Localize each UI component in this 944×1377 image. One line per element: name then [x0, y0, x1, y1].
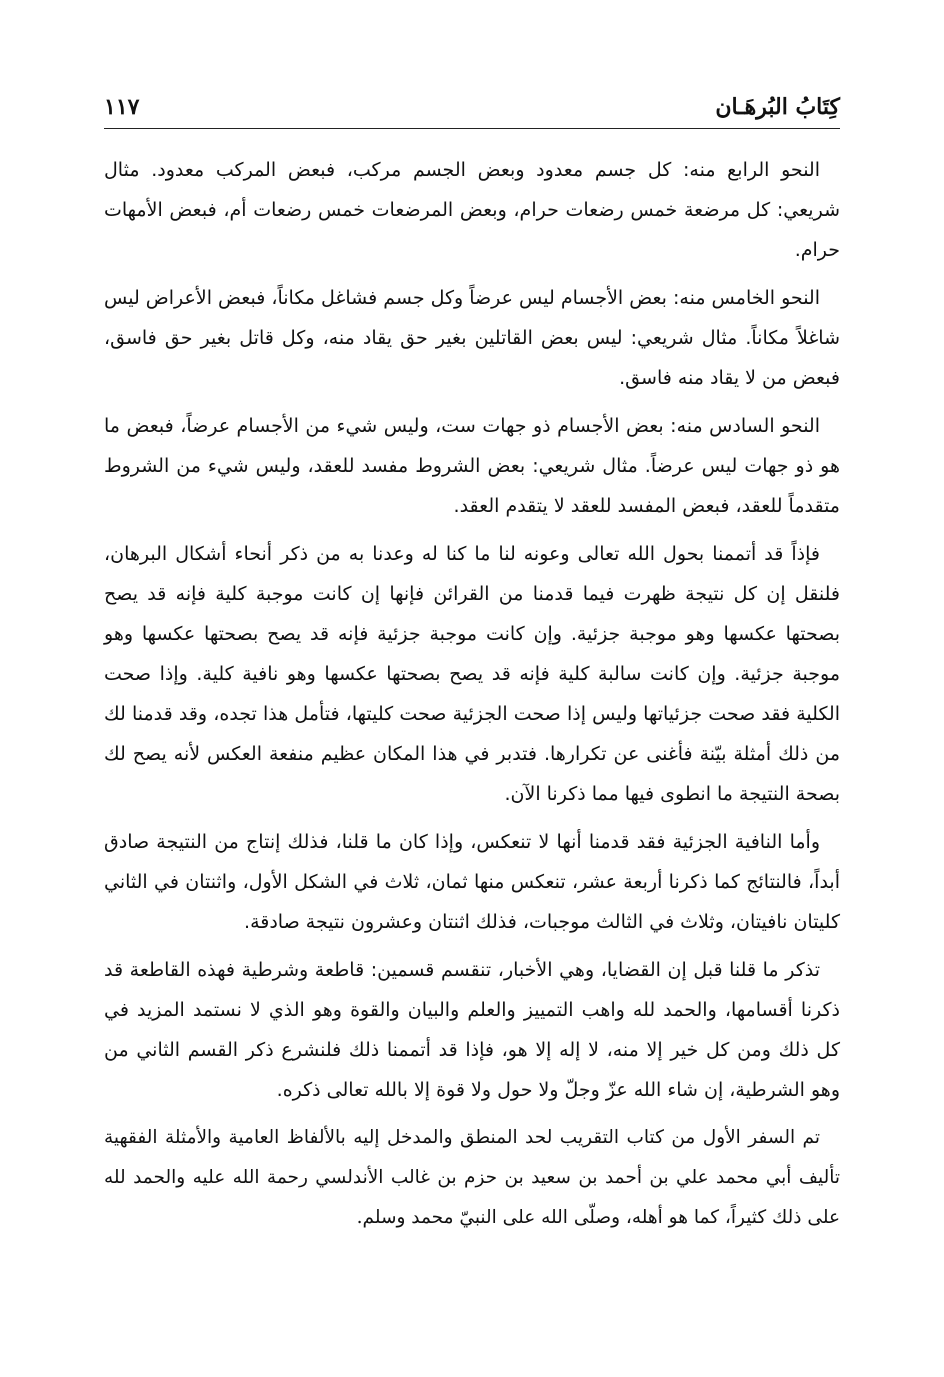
page-number: ١١٧ [104, 94, 140, 120]
page-body [104, 150, 840, 1246]
closing-colophon: تم السفر الأول من كتاب التقريب لحد المنطق والمدخل إليه بالألفاظ العامية والأمثلة الفقهية تأليف أبي محمد علي بن أحمد بن سعيد بن حزم بن غالب الأندلسي رحمة الله عليه والحمد لله على ذلك كثيراً، كما هو أهله، وصلّى الله على النبيّ محمد وسلم. [104, 1127, 840, 1228]
paragraph-4th-form: النحو الرابع منه: كل جسم معدود وبعض الجسم مركب، فبعض المركب معدود. مثال شريعي: كل مرضعة خمس رضعات حرام، وبعض المرضعات خمس رضعات أم، فبعض الأمهات حرام. [104, 159, 840, 261]
paragraph-negative-particular: وأما النافية الجزئية فقد قدمنا أنها لا تنعكس، وإذا كان ما قلنا، فذلك إنتاج من النتيجة صادق أبداً، فالنتائج كما ذكرنا أربعة عشر، تنعكس منها ثمان، ثلاث في الشكل الأول، واثنتان في الثاني كليتان نافيتان، وثلاث في الثالث موجبات، فذلك اثنتان وعشرون نتيجة صادقة. [104, 831, 840, 933]
book-title: كِتَابُ البُرهَـان [715, 94, 840, 120]
paragraph-conversion: فإذاً قد أتممنا بحول الله تعالى وعونه لنا ما كنا له وعدنا به من ذكر أنحاء أشكال البرهان، فلنقل إن كل نتيجة ظهرت فيما قدمنا من القرائن فإنها إن كانت موجبة كلية فإنه قد يصح بصحتها عكسها وهو موجبة جزئية. وإن كانت موجبة جزئية فإنه قد يصح بصحتها عكسها وهو موجبة جزئية. وإن كانت سالبة كلية فإنه قد يصح بصحتها عكسها وهو نافية كلية. وإذا صحت الكلية فقد صحت جزئياتها وليس إذا صحت الجزئية صحت كليتها، فتأمل هذا تجده، وقد قدمنا لك من ذلك أمثلة بيّنة فأغنى عن تكرارها. فتدبر في هذا المكان عظيم منفعة العكس لأنه يصح لك بصحة النتيجة ما انطوى فيها مما ذكرنا الآن. [104, 543, 840, 805]
paragraph-5th-form: النحو الخامس منه: بعض الأجسام ليس عرضاً وكل جسم فشاغل مكاناً، فبعض الأعراض ليس شاغلاً مكاناً. مثال شريعي: ليس بعض القاتلين بغير حق يقاد منه، وكل قاتل بغير حق فاسق، فبعض من لا يقاد منه فاسق. [104, 287, 840, 389]
page-header [104, 92, 840, 129]
paragraph-6th-form: النحو السادس منه: بعض الأجسام ذو جهات ست، وليس شيء من الأجسام عرضاً، فبعض ما هو ذو جهات ليس عرضاً. مثال شريعي: بعض الشروط مفسد للعقد، وليس شيء من الشروط متقدماً للعقد، فبعض المفسد للعقد لا يتقدم العقد. [104, 415, 840, 517]
paragraph-propositions: تذكر ما قلنا قبل إن القضايا، وهي الأخبار، تنقسم قسمين: قاطعة وشرطية فهذه القاطعة قد ذكرنا أقسامها، والحمد لله واهب التمييز والعلم والبيان والقوة وهو الذي لا نستمد المزيد في كل ذلك ومن كل خير إلا منه، لا إله إلا هو، فإذا قد أتممنا ذلك فلنشرع ذكر القسم الثاني من وهو الشرطية، إن شاء الله عزّ وجلّ ولا حول ولا قوة إلا بالله تعالى ذكره. [104, 959, 840, 1101]
